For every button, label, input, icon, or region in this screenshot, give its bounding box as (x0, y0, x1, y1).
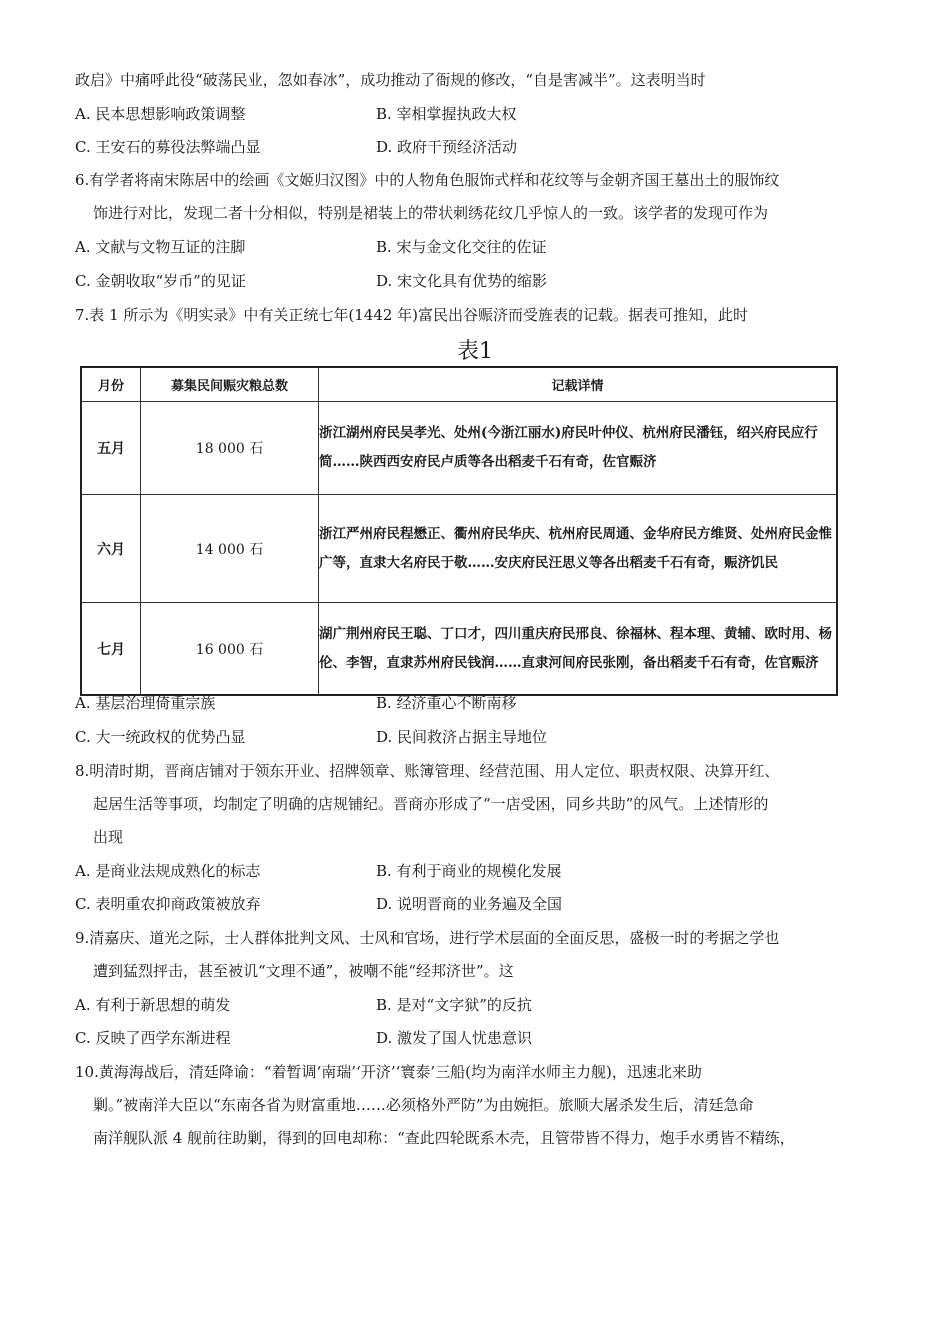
q8-option-d[interactable]: D. 说明晋商的业务遍及全国 (376, 895, 563, 913)
q8-stem-line-3: 出现 (93, 828, 124, 846)
q5-option-c[interactable]: C. 王安石的募役法弊端凸显 (75, 138, 261, 156)
q9-option-b[interactable]: B. 是对“文字狱”的反抗 (376, 996, 532, 1014)
header-month: 月份 (81, 367, 141, 402)
q10-stem-line-1: 10.黄海海战后，清廷降谕：“着暂调‘南瑞’‘开济’‘寰泰’三船(均为南洋水师主力舰)，迅速北来助 (75, 1063, 702, 1081)
q5-option-b[interactable]: B. 宰相掌握执政大权 (376, 105, 517, 123)
q9-stem-line-2: 遭到猛烈抨击，甚至被讥“文理不通”，被嘲不能“经邦济世”。这 (93, 962, 514, 980)
q9-option-a[interactable]: A. 有利于新思想的萌发 (75, 996, 231, 1014)
q6-option-d[interactable]: D. 宋文化具有优势的缩影 (376, 272, 548, 290)
q8-stem-line-1: 8.明清时期，晋商店铺对于领东开业、招牌领章、账簿管理、经营范围、用人定位、职责权限、决算开红、 (75, 762, 780, 780)
table-row (81, 603, 837, 696)
q7-option-d[interactable]: D. 民间救济占据主导地位 (376, 728, 548, 746)
q6-option-a[interactable]: A. 文献与文物互证的注脚 (75, 238, 246, 256)
q6-stem-line-1: 6.有学者将南宋陈居中的绘画《文姬归汉图》中的人物角色服饰式样和花纹等与金朝齐国王墓出土的服饰纹 (75, 171, 780, 189)
q9-option-d[interactable]: D. 激发了国人忧患意识 (376, 1029, 533, 1047)
q9-stem-line-1: 9.清嘉庆、道光之际，士人群体批判文风、士风和官场，进行学术层面的全面反思，盛极一时的考据之学也 (75, 929, 780, 947)
relief-record-table (80, 366, 838, 696)
q8-option-b[interactable]: B. 有利于商业的规模化发展 (376, 862, 562, 880)
q5-stem-tail: 政启》中痛呼此役“破荡民业，忽如春冰”，成功推动了衙规的修改，“自是害减半”。这表明当时 (75, 71, 706, 89)
table-row (81, 495, 837, 603)
cell-detail: 浙江湖州府民吴孝光、处州(今浙江丽水)府民叶仲仪、杭州府民潘钰，绍兴府民应行简……陕西西安府民卢质等各出稻麦千石有奇，佐官赈济 (319, 402, 838, 495)
cell-month: 五月 (81, 402, 141, 495)
table-title: 表1 (457, 339, 493, 364)
q6-option-b[interactable]: B. 宋与金文化交往的佐证 (376, 238, 547, 256)
q8-option-c[interactable]: C. 表明重农抑商政策被放弃 (75, 895, 261, 913)
q10-stem-line-3: 南洋舰队派 4 舰前往助剿，得到的回电却称：“查此四轮既系木壳，且管带皆不得力，炮手水勇皆不精练， (93, 1129, 795, 1147)
cell-month: 七月 (81, 603, 141, 696)
cell-detail: 浙江严州府民程懋正、衢州府民华庆、杭州府民周通、金华府民方维贤、处州府民金惟广等，直隶大名府民于敬……安庆府民汪思义等各出稻麦千石有奇，赈济饥民 (319, 495, 838, 603)
q7-option-b[interactable]: B. 经济重心不断南移 (376, 694, 517, 712)
header-detail: 记载详情 (319, 367, 838, 402)
cell-total: 16 000 石 (141, 603, 319, 696)
q8-stem-line-2: 起居生活等事项，均制定了明确的店规铺纪。晋商亦形成了“一店受困，同乡共助”的风气。上述情形的 (93, 795, 769, 813)
q6-stem-line-2: 饰进行对比，发现二者十分相似，特别是裙装上的带状刺绣花纹几乎惊人的一致。该学者的发现可作为 (93, 204, 769, 222)
q5-option-a[interactable]: A. 民本思想影响政策调整 (75, 105, 246, 123)
cell-month: 六月 (81, 495, 141, 603)
cell-total: 14 000 石 (141, 495, 319, 603)
q7-option-c[interactable]: C. 大一统政权的优势凸显 (75, 728, 246, 746)
q6-option-c[interactable]: C. 金朝收取“岁币”的见证 (75, 272, 246, 290)
q8-option-a[interactable]: A. 是商业法规成熟化的标志 (75, 862, 261, 880)
header-total: 募集民间赈灾粮总数 (141, 367, 319, 402)
q10-stem-line-2: 剿。”被南洋大臣以“东南各省为财富重地……必须格外严防”为由婉拒。旅顺大屠杀发生后，清廷急命 (93, 1096, 754, 1114)
q5-option-d[interactable]: D. 政府干预经济活动 (376, 138, 518, 156)
table-row (81, 402, 837, 495)
q9-option-c[interactable]: C. 反映了西学东渐进程 (75, 1029, 231, 1047)
q7-stem: 7.表 1 所示为《明实录》中有关正统七年(1442 年)富民出谷赈济而受旌表的记载。据表可推知，此时 (75, 306, 749, 324)
cell-detail: 湖广荆州府民王聪、丁口才，四川重庆府民邢良、徐福林、程本理、黄辅、欧时用、杨伦、李智，直隶苏州府民钱润……直隶河间府民张刚，备出稻麦千石有奇，佐官赈济 (319, 603, 838, 696)
cell-total: 18 000 石 (141, 402, 319, 495)
q7-option-a[interactable]: A. 基层治理倚重宗族 (75, 694, 216, 712)
table-header-row (81, 367, 837, 402)
